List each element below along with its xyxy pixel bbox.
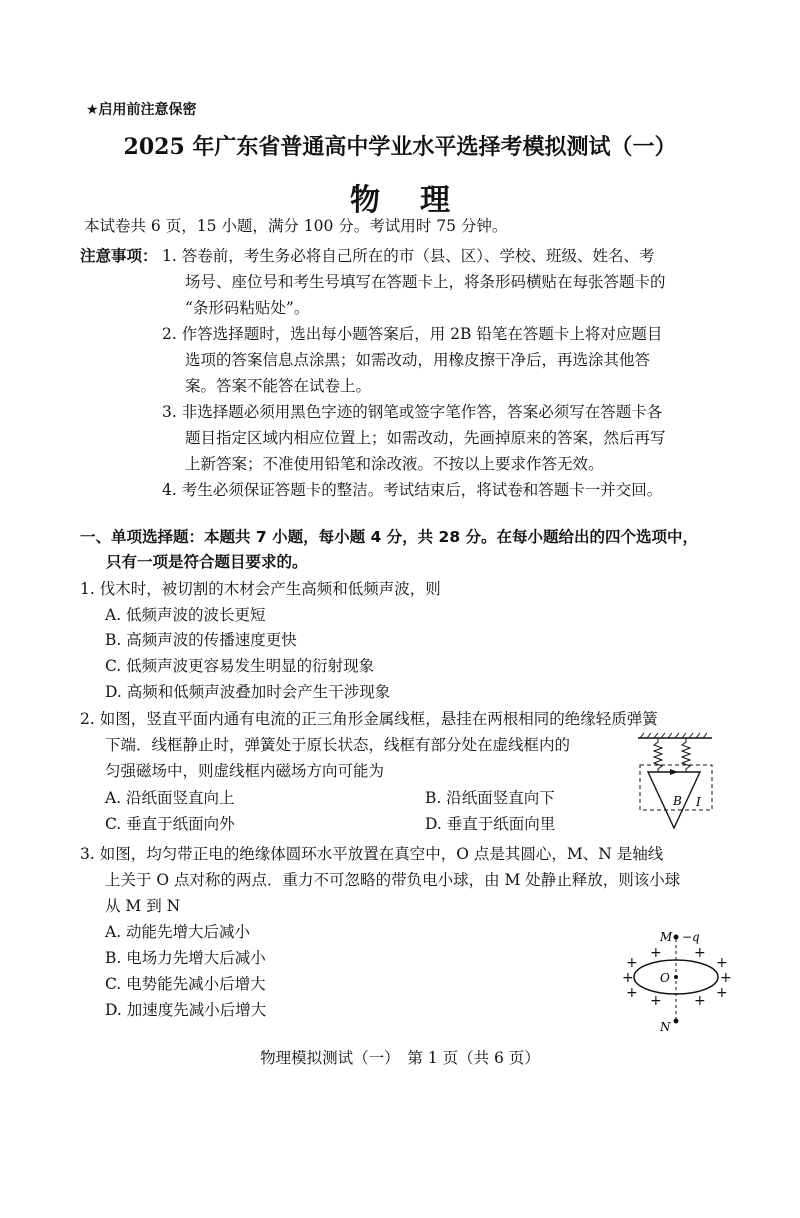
label-n: N bbox=[660, 1020, 671, 1034]
q1-option-c: C. 低频声波更容易发生明显的衍射现象 bbox=[105, 657, 375, 675]
q3-stem: 3. 如图，均匀带正电的绝缘体圆环水平放置在真空中，O 点是其圆心，M、N 是轴线 bbox=[80, 845, 664, 863]
q2-option-b: B. 沿纸面竖直向下 bbox=[425, 789, 555, 807]
q1-option-a: A. 低频声波的波长更短 bbox=[105, 606, 266, 624]
current-label-i: I bbox=[696, 795, 701, 809]
notes-line: “条形码粘贴处”。 bbox=[185, 299, 310, 317]
plus-sign: + bbox=[626, 955, 638, 971]
subject-title: 物理 bbox=[350, 183, 490, 218]
point-n bbox=[674, 1019, 679, 1024]
notes-line: 选项的答案信息点涂黑；如需改动，用橡皮擦干净后，再选涂其他答 bbox=[185, 351, 651, 369]
field-label-b: B bbox=[673, 794, 682, 808]
notes-line: 3. 非选择题必须用黑色字迹的钢笔或签字笔作答，答案必须写在答题卡各 bbox=[162, 403, 663, 421]
q2-option-c: C. 垂直于纸面向外 bbox=[105, 815, 235, 833]
label-m: M bbox=[660, 930, 673, 944]
plus-sign: + bbox=[626, 985, 638, 1001]
exam-title: 2025 年广东省普通高中学业水平选择考模拟测试（一） bbox=[123, 134, 677, 160]
section-heading: 一、单项选择题：本题共 7 小题，每小题 4 分，共 28 分。在每小题给出的四个选项中， bbox=[80, 528, 699, 546]
q3-option-c: C. 电势能先减小后增大 bbox=[105, 975, 266, 993]
q2-stem: 2. 如图，竖直平面内通有电流的正三角形金属线框，悬挂在两根相同的绝缘轻质弹簧 bbox=[80, 710, 658, 728]
q2-stem-line: 匀强磁场中，则虚线框内磁场方向可能为 bbox=[105, 762, 385, 780]
q2-option-a: A. 沿纸面竖直向上 bbox=[105, 789, 235, 807]
q1-option-b: B. 高频声波的传播速度更快 bbox=[105, 631, 297, 649]
plus-sign: + bbox=[650, 945, 662, 961]
current-arrow-icon bbox=[670, 769, 678, 775]
plus-sign: + bbox=[694, 945, 706, 961]
label-q: −q bbox=[682, 930, 700, 944]
notes-line: 场号、座位号和考生号填写在答题卡上，将条形码横贴在每张答题卡的 bbox=[185, 273, 666, 291]
spring-triangle-figure bbox=[630, 730, 720, 835]
notes-line: 题目指定区域内相应位置上；如需改动，先画掉原来的答案，然后再写 bbox=[185, 429, 666, 447]
confidential-notice: ★启用前注意保密 bbox=[86, 102, 197, 118]
plus-sign: + bbox=[716, 955, 728, 971]
q3-stem-line: 从 M 到 N bbox=[105, 897, 181, 915]
q3-option-a: A. 动能先增大后减小 bbox=[105, 923, 251, 941]
notes-line: 4. 考生必须保证答题卡的整洁。考试结束后，将试卷和答题卡一并交回。 bbox=[162, 481, 663, 499]
notes-label: 注意事项： bbox=[80, 247, 158, 265]
notes-line: 案。答案不能答在试卷上。 bbox=[185, 377, 372, 395]
plus-sign: + bbox=[694, 993, 706, 1009]
plus-sign: + bbox=[716, 985, 728, 1001]
plus-sign: + bbox=[720, 970, 732, 986]
section-heading-cont: 只有一项是符合题目要求的。 bbox=[106, 553, 308, 571]
point-m bbox=[674, 935, 679, 940]
q1-stem: 1. 伐木时，被切割的木材会产生高频和低频声波，则 bbox=[80, 580, 441, 598]
label-o: O bbox=[660, 971, 670, 985]
q3-option-b: B. 电场力先增大后减小 bbox=[105, 949, 266, 967]
notes-line: 2. 作答选择题时，选出每小题答案后，用 2B 铅笔在答题卡上将对应题目 bbox=[162, 325, 663, 343]
q3-stem-line: 上关于 O 点对称的两点．重力不可忽略的带负电小球，由 M 处静止释放，则该小球 bbox=[105, 871, 681, 889]
page-footer: 物理模拟测试（一） 第 1 页（共 6 页） bbox=[260, 1049, 540, 1067]
plus-sign: + bbox=[650, 993, 662, 1009]
q3-option-d: D. 加速度先减小后增大 bbox=[105, 1001, 267, 1019]
notes-line: 1. 答卷前，考生务必将自己所在的市（县、区）、学校、班级、姓名、考 bbox=[162, 247, 655, 265]
exam-intro: 本试卷共 6 页，15 小题，满分 100 分。考试用时 75 分钟。 bbox=[84, 217, 508, 235]
q2-stem-line: 下端．线框静止时，弹簧处于原长状态，线框有部分处在虚线框内的 bbox=[105, 736, 571, 754]
charged-ring-figure bbox=[620, 925, 730, 1035]
q1-option-d: D. 高频和低频声波叠加时会产生干涉现象 bbox=[105, 683, 391, 701]
q2-option-d: D. 垂直于纸面向里 bbox=[425, 815, 556, 833]
center-o bbox=[674, 975, 678, 979]
plus-sign: + bbox=[622, 970, 634, 986]
notes-line: 上新答案；不准使用铅笔和涂改液。不按以上要求作答无效。 bbox=[185, 455, 604, 473]
